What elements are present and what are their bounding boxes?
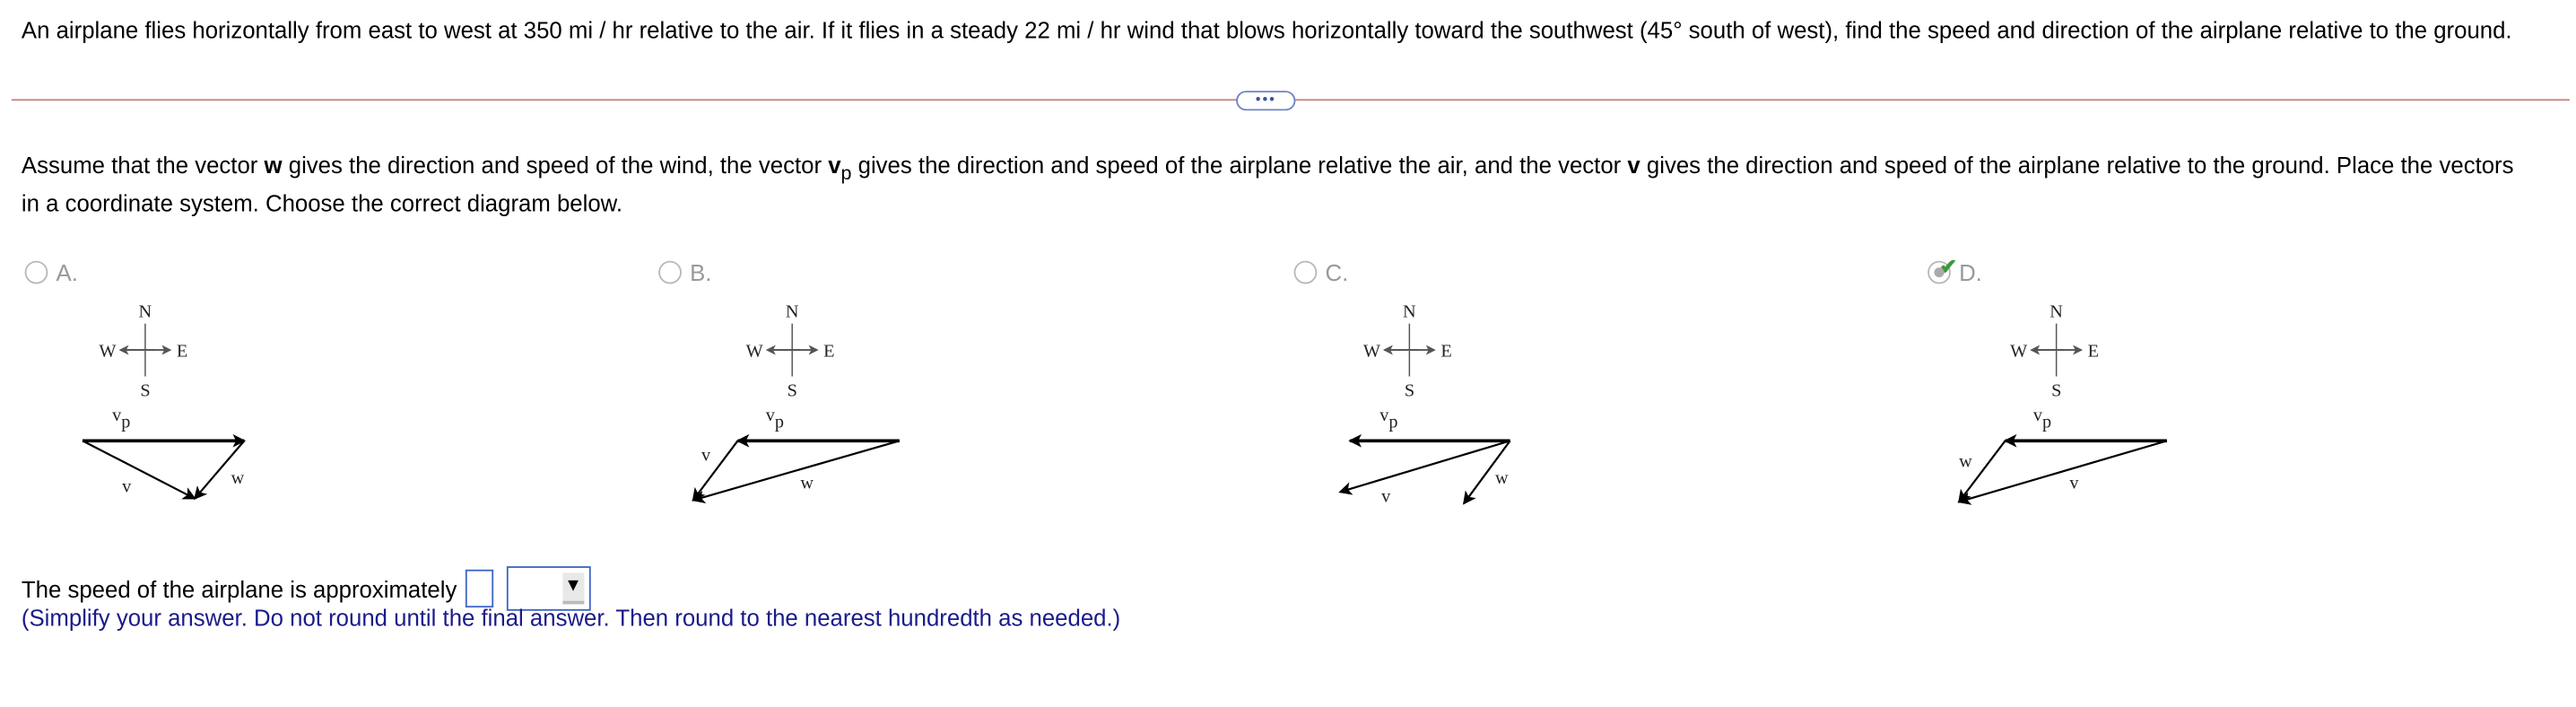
compass-icon	[99, 301, 187, 400]
option-label: B.	[690, 258, 712, 286]
diagram-a	[83, 301, 245, 498]
vector-v: v	[1627, 152, 1640, 179]
option-label: A.	[56, 258, 78, 286]
compass-n-label: N	[138, 301, 152, 322]
vector-v-label: v	[701, 445, 711, 466]
vp-sub: p	[1388, 412, 1398, 432]
vector-w-label: w	[800, 473, 814, 493]
compass-n-label: N	[785, 301, 799, 322]
vector-vp-sub: p	[840, 162, 852, 185]
instructions-line-2: in a coordinate system. Choose the correct diagram below.	[21, 189, 623, 217]
compass-s-label: S	[1404, 380, 1415, 401]
instr-text: gives the direction and speed of the wind, the vector	[282, 152, 829, 179]
vector-w-label: w	[1495, 468, 1509, 489]
option-label: D.	[1959, 258, 1982, 286]
vp-sub: p	[2042, 412, 2052, 432]
vector-v-arrow	[693, 441, 738, 500]
speed-input[interactable]	[466, 570, 493, 607]
vector-vp-label	[766, 406, 784, 432]
compass-icon	[1363, 301, 1452, 400]
compass-e-label: E	[176, 341, 188, 362]
compass-w-label: W	[1362, 341, 1380, 362]
diagram-d	[1959, 301, 2167, 502]
answer-hint: (Simplify your answer. Do not round until the final answer. Then round to the nearest hundredth as needed.)	[21, 604, 1121, 631]
expand-more-button[interactable]: •••	[1236, 91, 1295, 110]
vp-main: v	[1379, 406, 1389, 426]
vector-w-label: w	[231, 468, 245, 489]
vector-vp-label	[112, 406, 130, 432]
vector-w-label: w	[1959, 451, 1972, 472]
compass-e-label: E	[823, 341, 835, 362]
compass-w-label: W	[745, 341, 763, 362]
compass-e-label: E	[1440, 341, 1452, 362]
vector-v-arrow	[1340, 441, 1510, 492]
vector-v-label: v	[122, 476, 132, 497]
diagram-b	[693, 301, 900, 500]
compass-w-label: W	[2010, 341, 2028, 362]
compass-w-label: W	[99, 341, 117, 362]
vector-v-arrow	[1959, 441, 2167, 502]
compass-icon	[2010, 301, 2099, 400]
compass-s-label: S	[787, 380, 797, 401]
instr-text: gives the direction and speed of the airplane relative the air, and the vector	[851, 152, 1628, 179]
option-label: C.	[1325, 258, 1349, 286]
vp-main: v	[765, 406, 775, 426]
vector-v-label: v	[1381, 486, 1391, 507]
vector-v-arrow	[83, 441, 195, 498]
compass-icon	[746, 301, 835, 400]
compass-n-label: N	[2049, 301, 2063, 322]
diagram-c	[1340, 301, 1510, 506]
vp-sub: p	[121, 412, 131, 432]
vp-main: v	[2032, 406, 2043, 426]
compass-e-label: E	[2087, 341, 2099, 362]
vp-main: v	[112, 406, 122, 426]
instr-text: gives the direction and speed of the airplane relative to the ground. Place the vectors	[1640, 152, 2514, 179]
instr-text: Assume that the vector	[21, 152, 265, 179]
dropdown-arrow-icon[interactable]: ▼	[562, 572, 584, 604]
vector-vp-label	[2033, 406, 2051, 432]
vector-vp: v	[828, 152, 841, 179]
compass-n-label: N	[1403, 301, 1416, 322]
compass-s-label: S	[140, 380, 151, 401]
answer-prompt: The speed of the airplane is approximately	[21, 575, 457, 602]
vp-sub: p	[774, 412, 785, 432]
vector-vp-label	[1379, 406, 1397, 432]
vector-w-arrow	[693, 441, 900, 500]
vector-w: w	[264, 152, 283, 179]
check-icon: ✔	[1939, 254, 1958, 279]
vector-v-label: v	[2069, 473, 2079, 493]
question-text: An airplane flies horizontally from east to west at 350 mi / hr relative to the air. If it flies in a steady 22 mi / hr wind that blows horizontally toward the southwest (45° south of west), find the speed and direction of the airplane relative to the ground.	[21, 16, 2512, 43]
compass-s-label: S	[2051, 380, 2062, 401]
